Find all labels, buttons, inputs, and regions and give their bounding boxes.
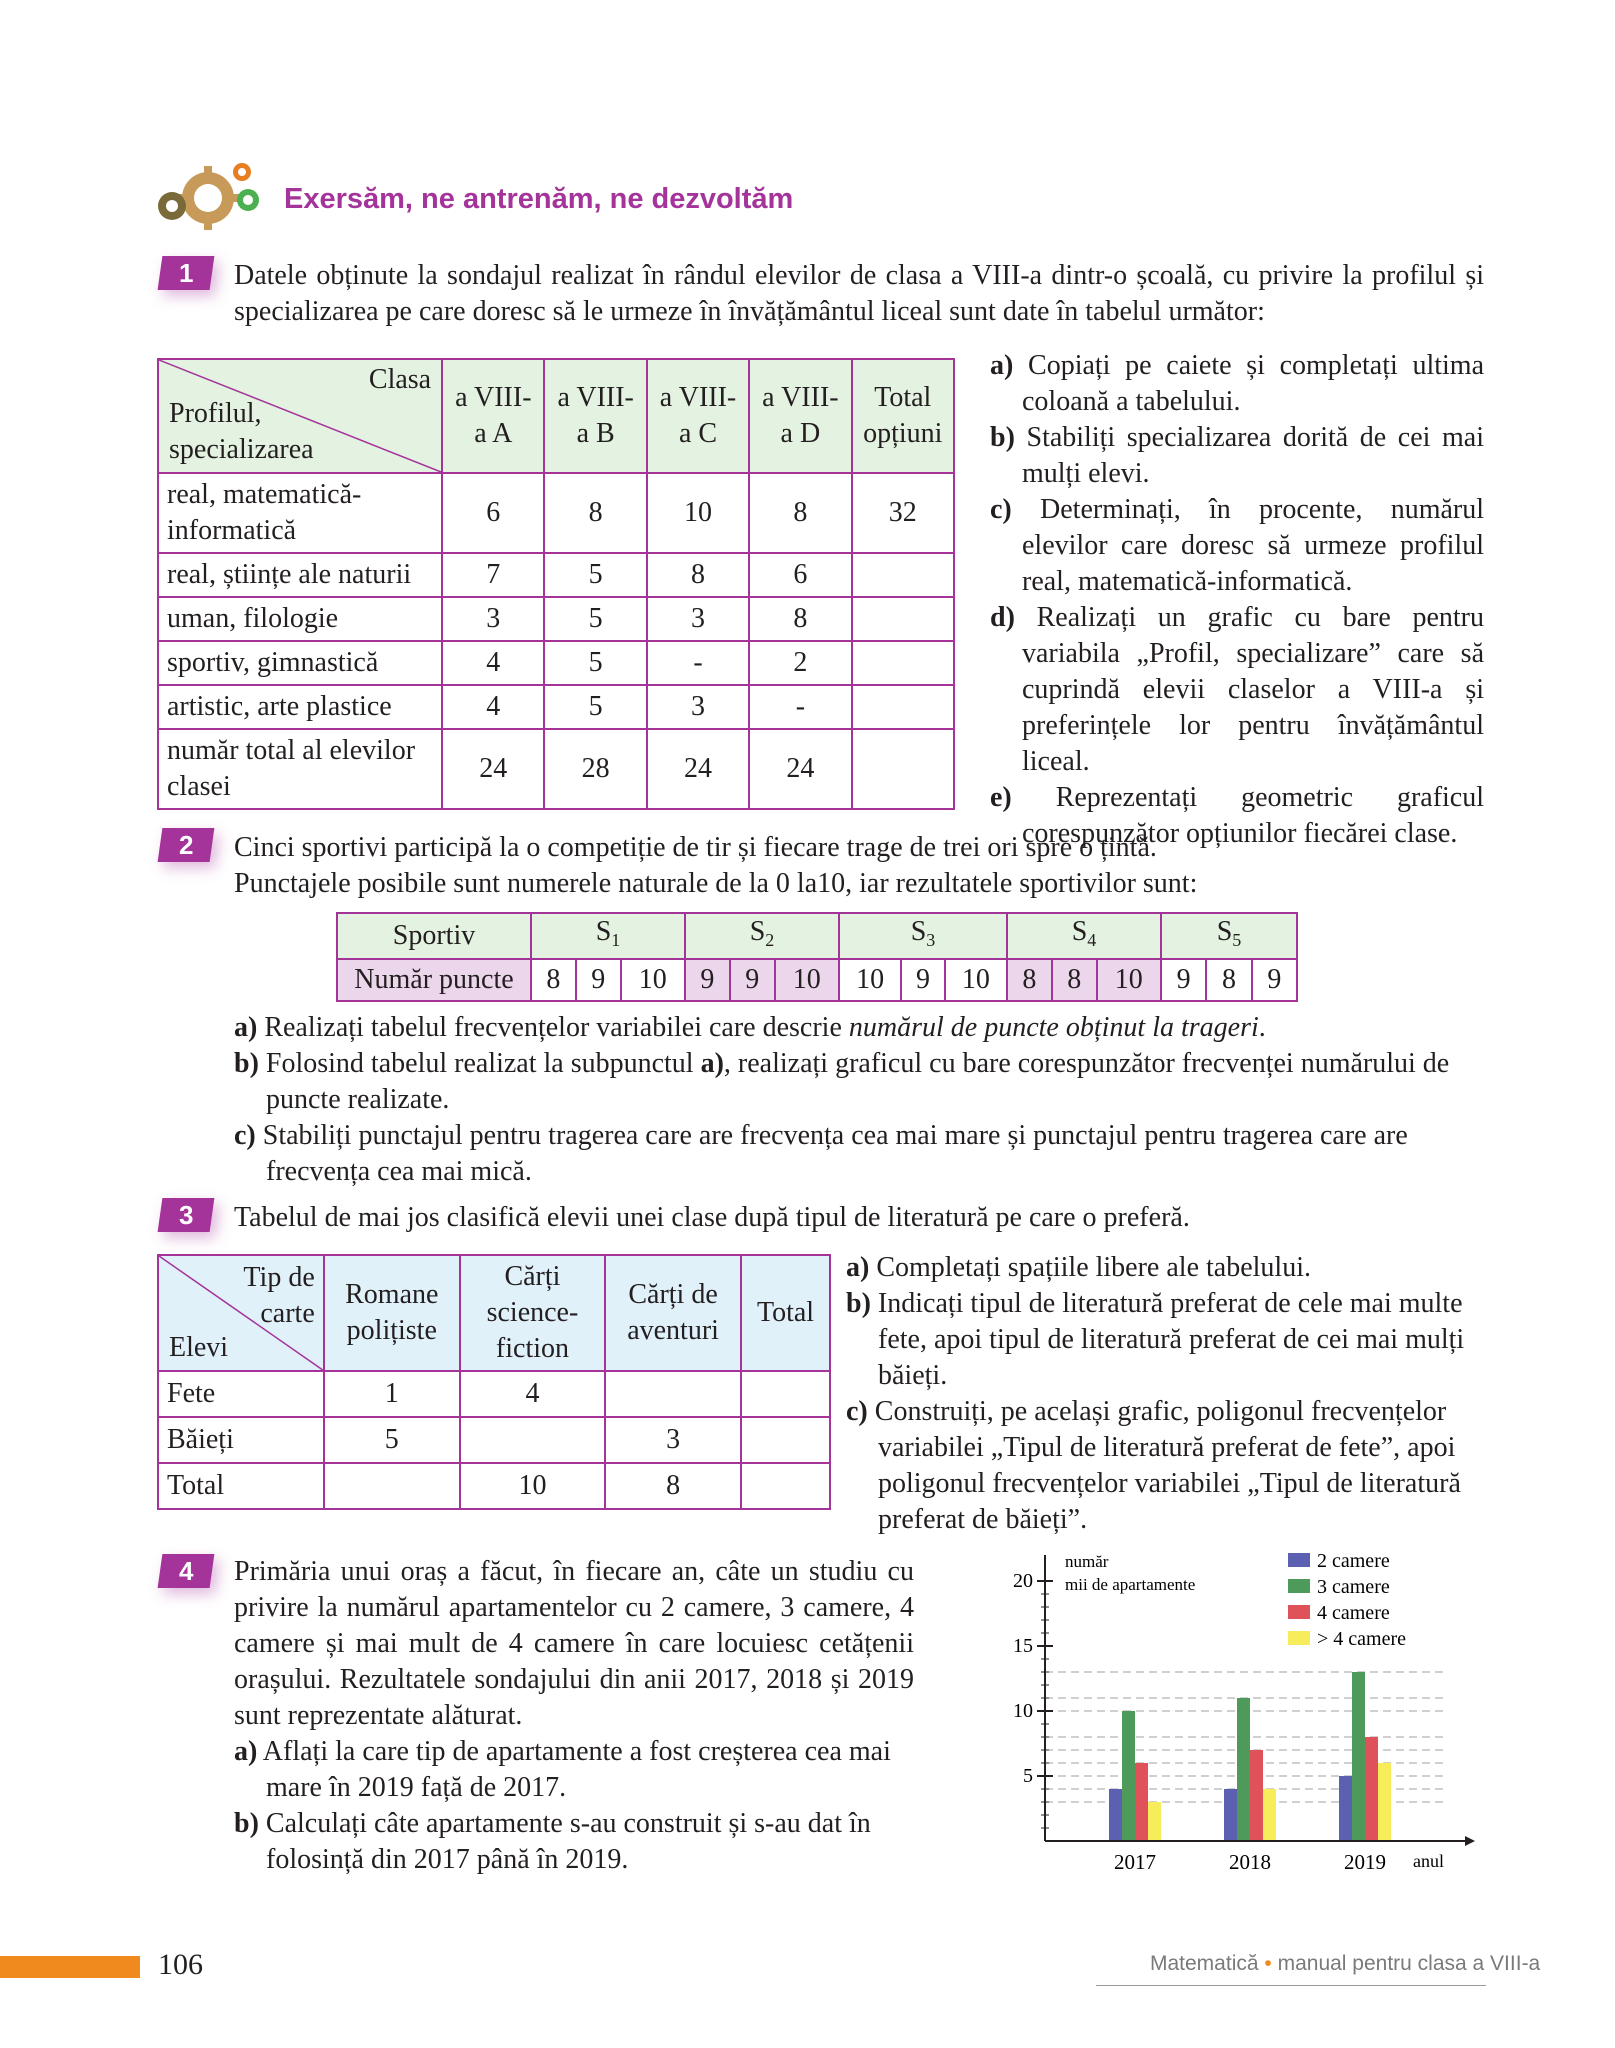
bar [1352,1672,1365,1841]
legend-label: 2 camere [1317,1550,1390,1572]
ex1-col-header: a VIII-a A [442,359,544,473]
bar [1122,1711,1135,1841]
footer-rule [1096,1985,1486,1986]
score-cell: 9 [730,959,775,1001]
ex3-col-header: Romane polițiste [324,1255,460,1371]
exercise-number-4: 4 [158,1554,215,1588]
y-tick-label: 20 [1013,1570,1033,1592]
table-cell [741,1417,830,1463]
task-item: a) Realizați tabelul frecvențelor variabilei care descrie numărul de puncte obținut la trageri. [234,1012,1266,1043]
table-cell [852,729,954,809]
table-cell: 8 [544,473,646,553]
task-item: a) Completați spațiile libere ale tabelului. [846,1252,1311,1283]
row-label: Număr puncte [337,959,531,1001]
table-cell: 5 [324,1417,460,1463]
sportiv-header: $S_1$ [531,913,685,959]
table-cell: 3 [647,685,749,729]
bar [1224,1789,1237,1841]
table-row [158,553,954,597]
task-item: a) Aflați la care tip de apartamente a fost creșterea cea mai mare în 2019 față de 2017. [234,1736,891,1803]
table-cell: - [749,685,851,729]
table-cell: - [647,641,749,685]
table-row [158,685,954,729]
table-cell: 8 [749,473,851,553]
x-axis-arrow [1465,1836,1475,1846]
score-cell: 8 [1052,959,1097,1001]
task-item: d) Realizați un grafic cu bare pentru variabila „Profil, specializare” care să cuprindă elevii claselor a VIII-a și preferințele lor pentru învățământul liceal. [990,602,1484,777]
ex3-col-header: Total [741,1255,830,1371]
task-item: b) Calculați câte apartamente s-au construit și s-au dat în folosință din 2017 până în 2019. [234,1808,871,1875]
score-cell: 10 [775,959,839,1001]
score-cell: 8 [1206,959,1251,1001]
legend-label: > 4 camere [1317,1628,1407,1650]
table-cell: 24 [442,729,544,809]
bar [1339,1776,1352,1841]
x-tick-label: 2018 [1229,1850,1271,1874]
ex2-tasks [234,1010,1484,1190]
sportiv-header: $S_5$ [1161,913,1297,959]
exercise-3-intro: Tabelul de mai jos clasifică elevii unei clase după tipul de literatură pe care o preferă. [234,1202,1190,1233]
table-cell: 32 [852,473,954,553]
bar [1365,1737,1378,1841]
table-cell: 5 [544,685,646,729]
exercise-4-intro: Primăria unui oraș a făcut, în fiecare an, câte un studiu cu privire la numărul apartamentelor cu 2 camere, 3 camere, 4 camere și mai mult de 4 camere în care locuiesc cetățenii orașului. Rezultatele sondajului din anii 2017, 2018 și 2019 sunt reprezentate alăturat. [234,1556,914,1731]
score-cell: 8 [1007,959,1052,1001]
ex3-col-header: Cărți de aventuri [605,1255,741,1371]
legend-swatch [1288,1553,1310,1567]
row-label: Total [158,1463,324,1509]
score-cell: 10 [839,959,901,1001]
score-cell: 9 [576,959,621,1001]
table-cell [741,1463,830,1509]
score-cell: 9 [1252,959,1297,1001]
row-label: artistic, arte plastice [158,685,442,729]
row-label: sportiv, gimnastică [158,641,442,685]
footer-book-title: Matematică • manual pentru clasa a VIII-a [1150,1952,1541,1975]
y-tick-label: 5 [1023,1765,1033,1787]
table-cell [852,641,954,685]
x-tick-label: 2019 [1344,1850,1386,1874]
table-row [158,473,954,553]
exercise-number-1: 1 [158,256,215,290]
table-cell: 8 [605,1463,741,1509]
table-cell: 5 [544,553,646,597]
table-cell: 24 [749,729,851,809]
table-cell [852,553,954,597]
table-cell [852,685,954,729]
bar [1237,1698,1250,1841]
table-row [158,597,954,641]
legend-label: 3 camere [1317,1576,1390,1598]
task-item: b) Stabiliți specializarea dorită de cei mai mulți elevi. [990,422,1485,489]
table-cell: 8 [647,553,749,597]
exercise-2-intro-2: Punctajele posibile sunt numerele naturale de la 0 la10, iar rezultatele sportivilor sunt: [234,868,1198,899]
table-cell: 5 [544,597,646,641]
ex3-tasks [846,1250,1496,1538]
table-cell [460,1417,605,1463]
table-cell [324,1463,460,1509]
y-axis-label-line2: mii de apartamente [1065,1575,1196,1594]
ex4-text [234,1554,914,1878]
score-cell: 10 [1097,959,1161,1001]
row-label: real, științe ale naturii [158,553,442,597]
legend-swatch [1288,1631,1310,1645]
ex1-col-header: Total opțiuni [852,359,954,473]
table-cell: 5 [544,641,646,685]
task-item: c) Construiți, pe același grafic, poligonul frecvențelor variabilei „Tipul de literatură preferat de fete”, apoi poligonul frecvențelor variabilei „Tipul de literatură preferat de băieți”. [846,1396,1461,1535]
ex1-table [157,358,955,810]
table-cell: 10 [460,1463,605,1509]
exercise-2-intro-1: Cinci sportivi participă la o competiție de tir și fiecare trage de trei ori spre o țintă. [234,832,1157,863]
score-cell: 9 [1161,959,1206,1001]
table-cell [852,597,954,641]
table-cell: 3 [647,597,749,641]
sportiv-header: $S_2$ [685,913,839,959]
table-row [158,1417,830,1463]
table-cell [605,1371,741,1417]
task-item: a) Copiați pe caiete și completați ultima coloană a tabelului. [990,350,1484,417]
task-item: c) Determinați, în procente, numărul elevilor care doresc să urmeze profilul real, matematică-informatică. [990,494,1485,597]
table-cell [741,1371,830,1417]
ex1-col-header: a VIII-a B [544,359,646,473]
table-cell: 3 [442,597,544,641]
score-cell: 9 [901,959,944,1001]
table-cell: 6 [749,553,851,597]
task-item: e) Reprezentați geometric graficul corespunzător opțiunilor fiecărei clase. [990,782,1485,849]
exercise-number-3: 3 [158,1198,215,1232]
bar [1250,1750,1263,1841]
table-cell: 28 [544,729,646,809]
legend-label: 4 camere [1317,1602,1390,1624]
table-row [158,641,954,685]
apartments-bar-chart [975,1545,1495,1880]
ex1-corner-top: Clasa [368,364,432,395]
ex1-col-header: a VIII-a C [647,359,749,473]
bar [1109,1789,1122,1841]
ex3-corner-bottom: Elevi [169,1332,229,1363]
table-row [158,1463,830,1509]
bar [1378,1763,1391,1841]
legend-swatch [1288,1579,1310,1593]
row-label: Băieți [158,1417,324,1463]
footer-accent-bar [0,1956,140,1978]
table-cell: 1 [324,1371,460,1417]
score-cell: 8 [531,959,576,1001]
table-cell: 2 [749,641,851,685]
table-cell: 3 [605,1417,741,1463]
bar [1135,1763,1148,1841]
table-row [337,913,1297,959]
section-title: Exersăm, ne antrenăm, ne dezvoltăm [284,183,794,215]
row-label: Sportiv [337,913,531,959]
y-axis-label-line1: număr [1065,1552,1109,1571]
score-cell: 10 [621,959,685,1001]
table-row [337,959,1297,1001]
row-label: număr total al elevilor clasei [158,729,442,809]
ex3-col-header: Cărți science-fiction [460,1255,605,1371]
sportiv-header: $S_4$ [1007,913,1161,959]
row-label: uman, filologie [158,597,442,641]
ex1-corner-cell [158,359,442,473]
exercise-number-2: 2 [158,828,215,862]
ex2-table [336,912,1298,1002]
header-gears-icon [150,160,268,230]
table-cell: 24 [647,729,749,809]
ex1-tasks [990,348,1484,852]
score-cell: 10 [945,959,1007,1001]
legend-swatch [1288,1605,1310,1619]
sportiv-header: $S_3$ [839,913,1007,959]
exercise-1-intro: Datele obținute la sondajul realizat în rândul elevilor de clasa a VIII-a dintr-o școală, cu privire la profilul și specializarea pe care doresc să le urmeze în învățământul liceal sunt date în tabelul următor: [234,260,1484,327]
task-item: b) Folosind tabelul realizat la subpunctul a), realizați graficul cu bare corespunzător frecvenței numărului de puncte realizate. [234,1048,1450,1115]
score-cell: 9 [685,959,730,1001]
table-cell: 4 [460,1371,605,1417]
y-tick-label: 10 [1013,1700,1033,1722]
table-cell: 7 [442,553,544,597]
ex3-table [157,1254,831,1510]
task-item: c) Stabiliți punctajul pentru tragerea care are frecvența cea mai mare și punctajul pentru tragerea care are frecvența cea mai mică. [234,1120,1408,1187]
table-cell: 4 [442,685,544,729]
table-row [158,1371,830,1417]
table-cell: 8 [749,597,851,641]
page-number: 106 [158,1948,203,1981]
bar [1148,1802,1161,1841]
ex1-col-header: a VIII-a D [749,359,851,473]
table-row [158,729,954,809]
row-label: real, matematică-informatică [158,473,442,553]
y-tick-label: 15 [1013,1635,1033,1657]
table-cell: 10 [647,473,749,553]
ex3-corner-cell [158,1255,324,1371]
task-item: b) Indicați tipul de literatură preferat de cele mai multe fete, apoi tipul de literatură preferat de cei mai mulți băieți. [846,1288,1465,1391]
x-tick-label: 2017 [1114,1850,1156,1874]
ex3-corner-top: Tip de carte [243,1262,315,1329]
x-axis-label: anul [1413,1851,1444,1871]
table-cell: 4 [442,641,544,685]
ex1-corner-bottom: Profilul, specializarea [169,398,314,465]
row-label: Fete [158,1371,324,1417]
table-cell: 6 [442,473,544,553]
bar [1263,1789,1276,1841]
